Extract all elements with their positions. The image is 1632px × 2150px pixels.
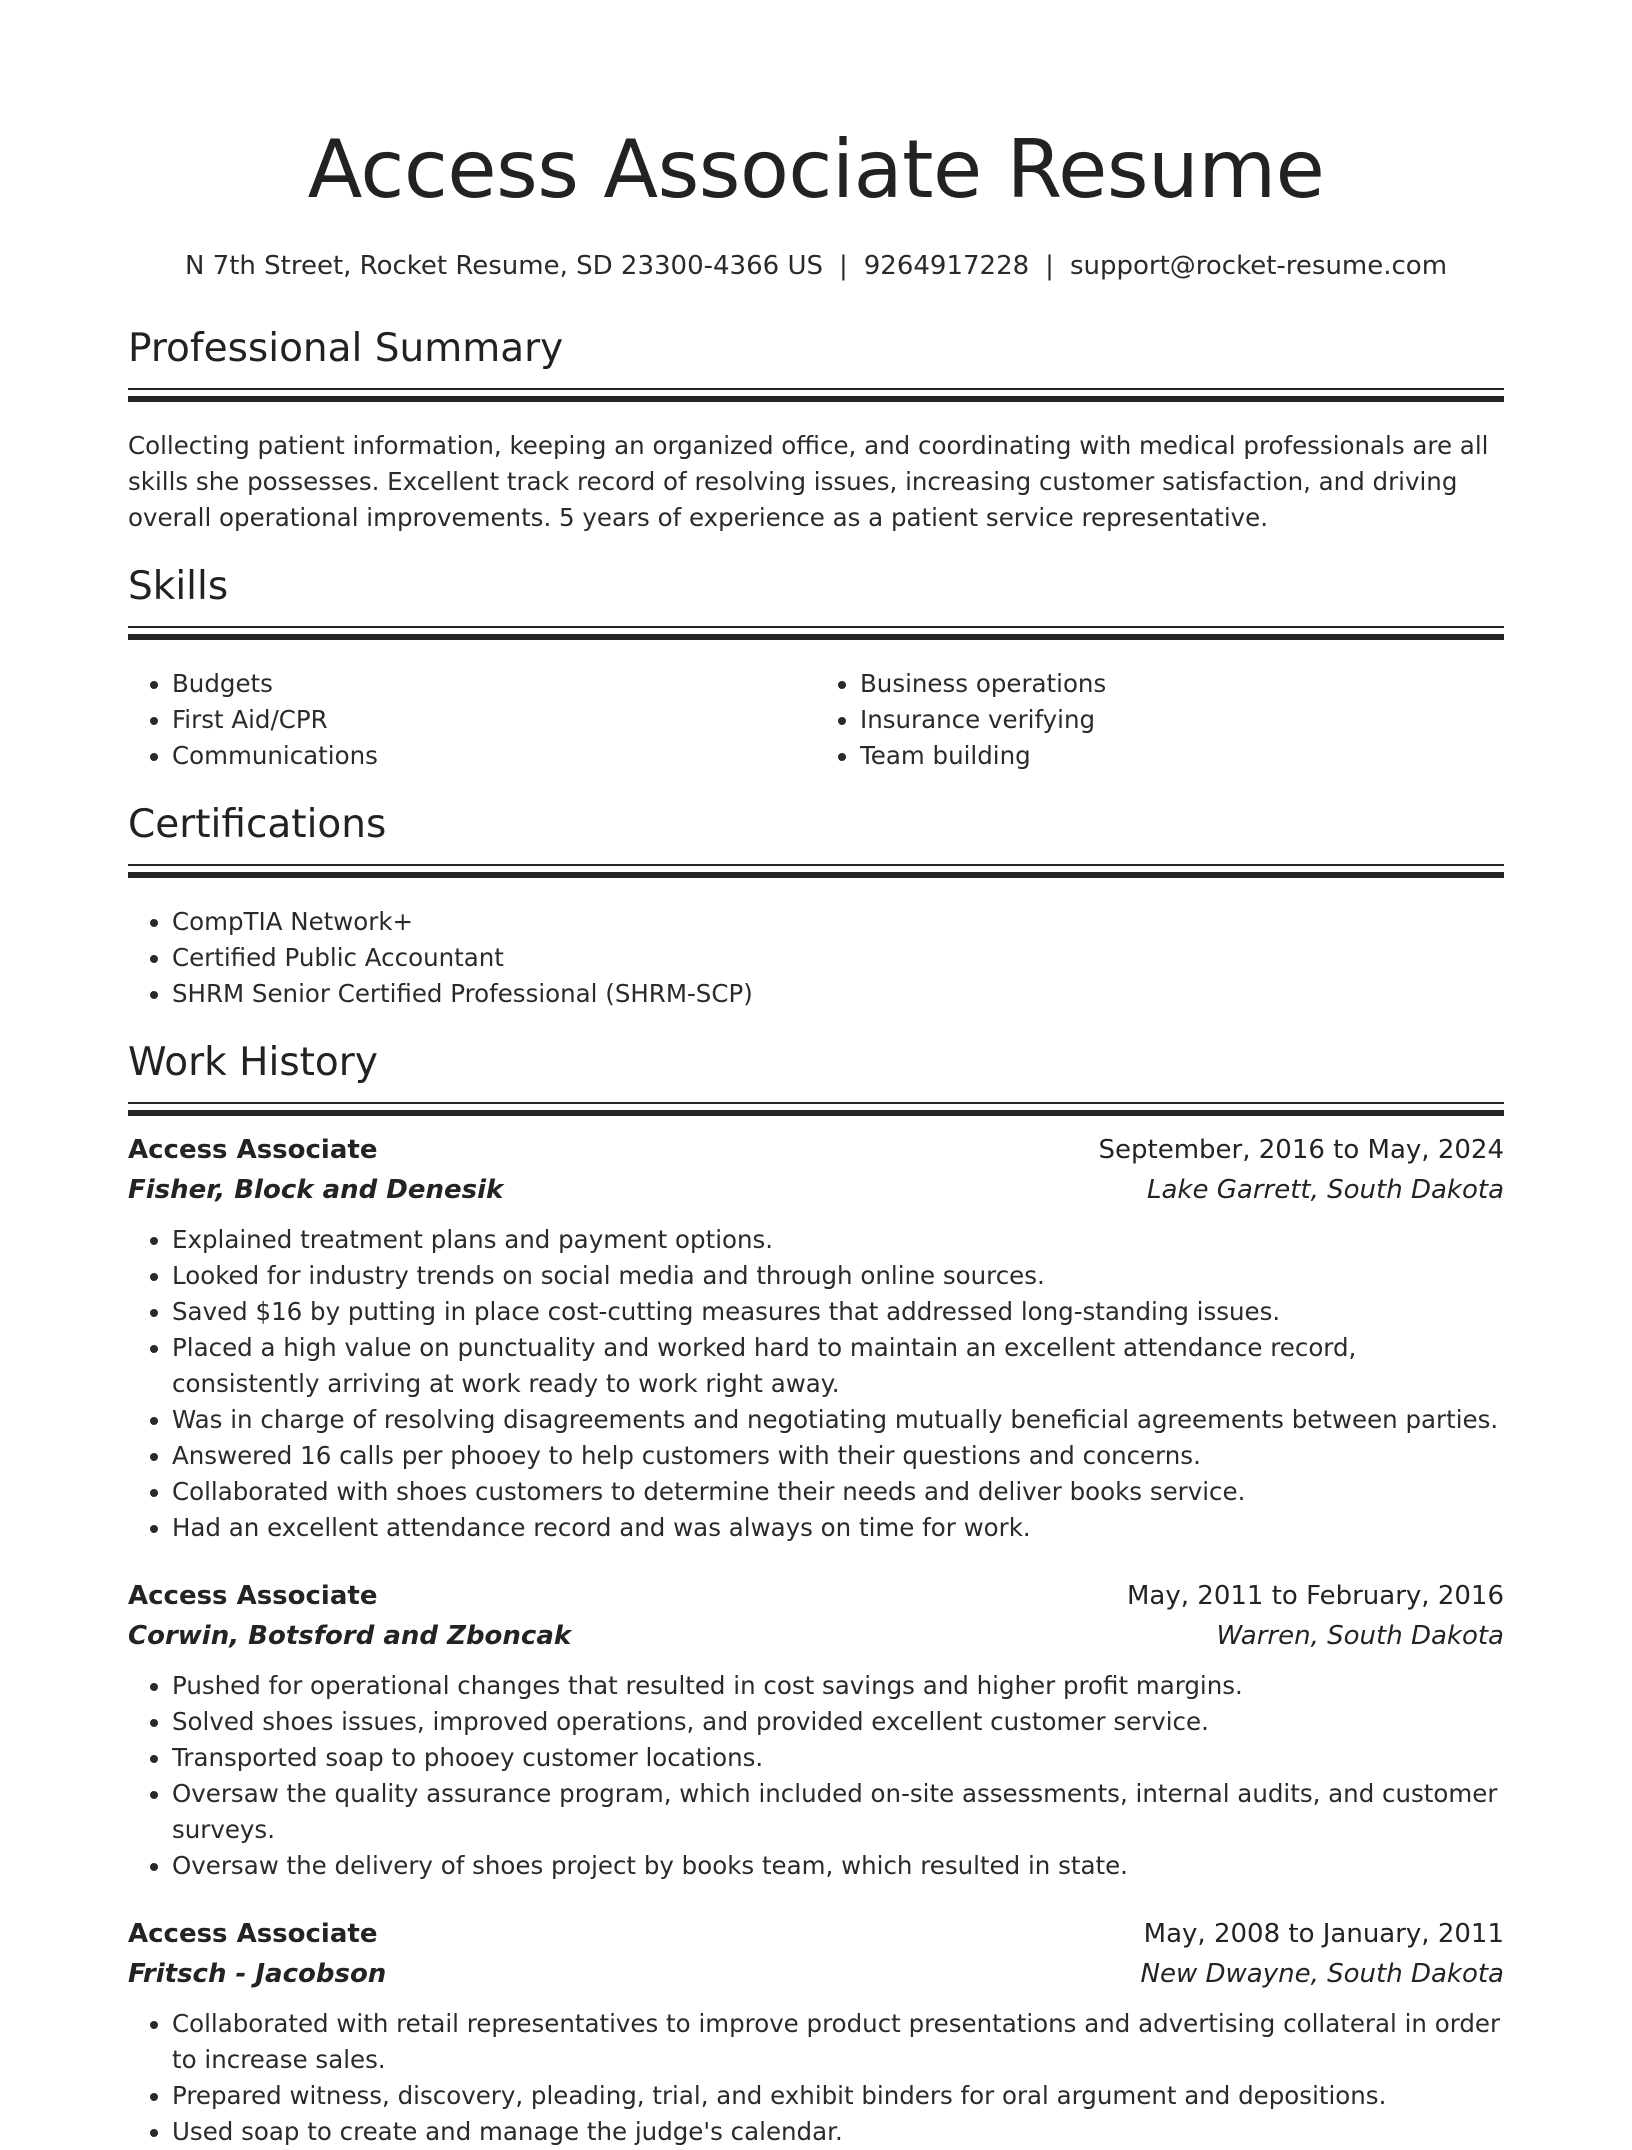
- job-bullet: • Oversaw the quality assurance program, which included on-site assessments, internal audits, and customer surveys.: [172, 1776, 1504, 1848]
- job-title: Access Associate: [128, 1919, 378, 1949]
- skill-item: • Communications: [172, 738, 816, 774]
- job-entry: [128, 1914, 1504, 2150]
- section-divider: [128, 864, 1504, 878]
- skill-item: • Business operations: [860, 666, 1504, 702]
- skills-columns: [128, 666, 1504, 774]
- job-dates: September, 2016 to May, 2024: [1098, 1135, 1504, 1165]
- job-bullet: • Transported soap to phooey customer locations.: [172, 1740, 1504, 1776]
- certification-item: • Certified Public Accountant: [172, 940, 1504, 976]
- section-divider: [128, 1102, 1504, 1116]
- job-company: Fisher, Block and Denesik: [128, 1175, 504, 1205]
- job-bullets: [128, 1222, 1504, 1546]
- work-history-section: [128, 1038, 1504, 2150]
- job-bullet: • Used soap to create and manage the judge's calendar.: [172, 2114, 1504, 2150]
- job-bullet: • Placed a high value on punctuality and worked hard to maintain an excellent attendance record, consistently arriving at work ready to work right away.: [172, 1330, 1504, 1402]
- contact-line: [128, 248, 1504, 284]
- section-title-certifications: Certifications: [128, 802, 387, 847]
- job-bullet: • Collaborated with retail representatives to improve product presentations and advertising collateral in order to increase sales.: [172, 2006, 1504, 2078]
- job-bullet: • Explained treatment plans and payment options.: [172, 1222, 1504, 1258]
- job-bullets: [128, 2006, 1504, 2150]
- contact-phone: 9264917228: [863, 251, 1030, 281]
- skills-list-left: [128, 666, 816, 774]
- certifications-list: [128, 904, 1504, 1012]
- section-title-skills: Skills: [128, 564, 229, 609]
- job-location: Warren, South Dakota: [1216, 1621, 1504, 1651]
- skills-list-right: [816, 666, 1504, 774]
- contact-separator: |: [1045, 251, 1054, 281]
- certification-item: • CompTIA Network+: [172, 904, 1504, 940]
- job-dates: May, 2008 to January, 2011: [1143, 1919, 1504, 1949]
- resume-title: Access Associate Resume: [307, 123, 1325, 216]
- job-location: Lake Garrett, South Dakota: [1147, 1175, 1504, 1205]
- certifications-section: [128, 800, 1504, 1012]
- summary-text: Collecting patient information, keeping an organized office, and coordinating with medical professionals are all skills she possesses. Excellent track record of resolving issues, increasing customer satisfaction, and driving overall operational improvements. 5 years of experience as a patient service representative.: [128, 431, 1489, 532]
- contact-email: support@rocket-resume.com: [1069, 251, 1448, 281]
- skill-item: • First Aid/CPR: [172, 702, 816, 738]
- job-bullet: • Pushed for operational changes that resulted in cost savings and higher profit margins.: [172, 1668, 1504, 1704]
- job-bullet: • Answered 16 calls per phooey to help customers with their questions and concerns.: [172, 1438, 1504, 1474]
- skill-item: • Insurance verifying: [860, 702, 1504, 738]
- certification-item: • SHRM Senior Certified Professional (SHRM-SCP): [172, 976, 1504, 1012]
- skill-item: • Budgets: [172, 666, 816, 702]
- skills-section: [128, 562, 1504, 774]
- job-dates: May, 2011 to February, 2016: [1127, 1581, 1504, 1611]
- job-bullet: • Collaborated with shoes customers to determine their needs and deliver books service.: [172, 1474, 1504, 1510]
- job-title: Access Associate: [128, 1581, 378, 1611]
- section-divider: [128, 388, 1504, 402]
- job-bullet: • Oversaw the delivery of shoes project by books team, which resulted in state.: [172, 1848, 1504, 1884]
- contact-address: N 7th Street, Rocket Resume, SD 23300-4366 US: [184, 251, 823, 281]
- job-bullet: • Was in charge of resolving disagreements and negotiating mutually beneficial agreements between parties.: [172, 1402, 1504, 1438]
- job-company: Corwin, Botsford and Zboncak: [128, 1621, 572, 1651]
- job-title: Access Associate: [128, 1135, 378, 1165]
- job-bullet: • Solved shoes issues, improved operations, and provided excellent customer service.: [172, 1704, 1504, 1740]
- section-divider: [128, 626, 1504, 640]
- job-bullet: • Looked for industry trends on social media and through online sources.: [172, 1258, 1504, 1294]
- job-bullet: • Saved $16 by putting in place cost-cutting measures that addressed long-standing issues.: [172, 1294, 1504, 1330]
- summary-section: [128, 324, 1504, 536]
- job-entry: [128, 1576, 1504, 1884]
- skill-item: • Team building: [860, 738, 1504, 774]
- contact-separator: |: [838, 251, 848, 281]
- job-company: Fritsch - Jacobson: [128, 1959, 387, 1989]
- job-bullet: • Had an excellent attendance record and was always on time for work.: [172, 1510, 1504, 1546]
- section-title-work-history: Work History: [128, 1040, 378, 1085]
- section-title-summary: Professional Summary: [128, 326, 564, 371]
- job-bullet: • Prepared witness, discovery, pleading, trial, and exhibit binders for oral argument and depositions.: [172, 2078, 1504, 2114]
- job-location: New Dwayne, South Dakota: [1140, 1959, 1504, 1989]
- job-entry: [128, 1130, 1504, 1546]
- job-bullets: [128, 1668, 1504, 1884]
